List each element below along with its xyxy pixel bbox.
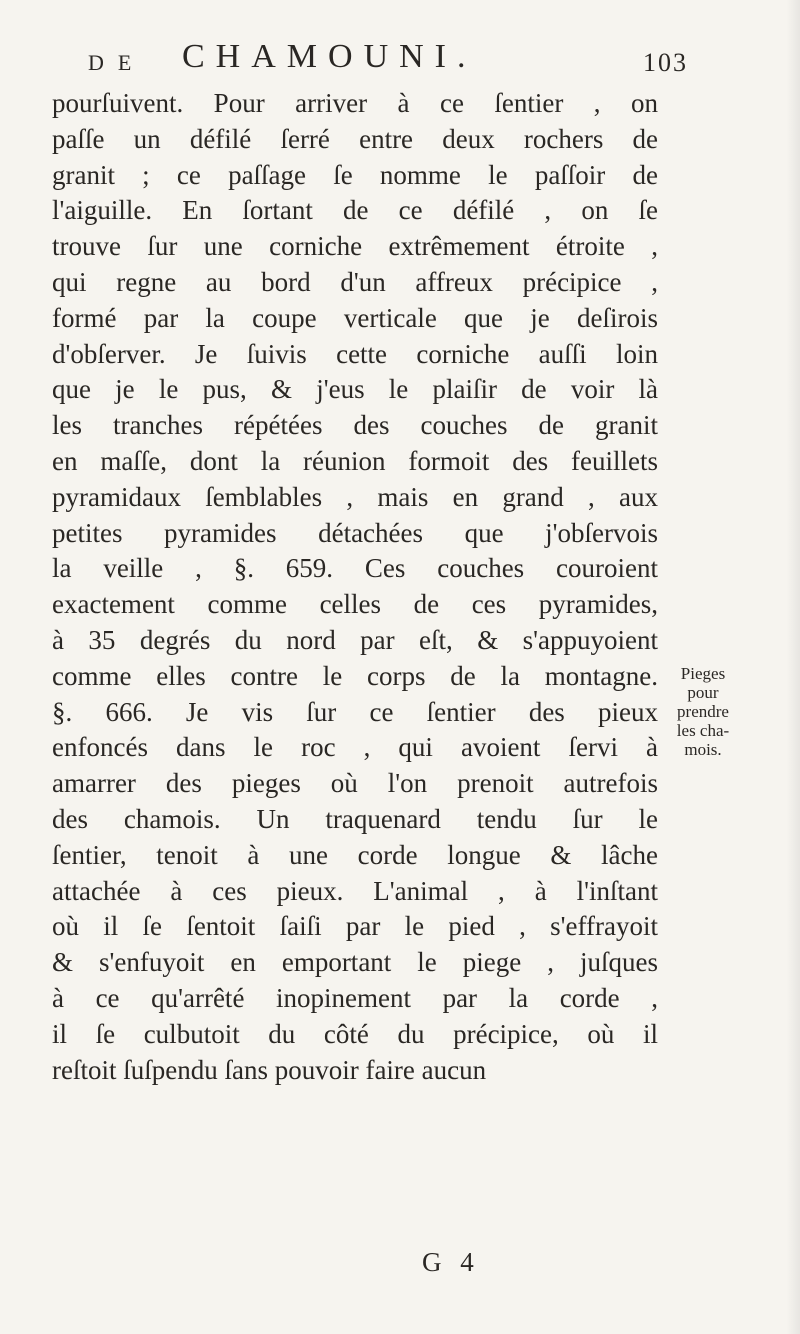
text-line: paſſe un défilé ſerré entre deux rochers de <box>52 123 658 154</box>
text-line: qui regne au bord d'un affreux précipice , <box>52 266 658 297</box>
body-text <box>52 86 658 1088</box>
text-line: les tranches répétées des couches de granit <box>52 410 658 441</box>
text-line: à 35 degrés du nord par eſt, & s'appuyoient <box>52 624 658 655</box>
text-line: l'aiguille. En ſortant de ce défilé , on ſe <box>52 195 658 226</box>
text-line: comme elles contre le corps de la montagne. <box>52 660 658 691</box>
text-line: la veille , §. 659. Ces couches couroient <box>52 553 658 584</box>
running-head-prefix: DE <box>88 50 146 75</box>
text-line: reſtoit ſuſpendu ſans pouvoir faire aucun <box>52 1054 487 1085</box>
text-line: petites pyramides détachées que j'obſervois <box>52 517 658 548</box>
running-head-title: CHAMOUNI. <box>182 38 477 75</box>
text-line: des chamois. Un traquenard tendu ſur le <box>52 803 658 834</box>
margin-note-line: mois. <box>684 740 722 759</box>
margin-note-line: les cha- <box>676 721 730 740</box>
text-line: en maſſe, dont la réunion formoit des feuillets <box>52 445 658 476</box>
page-number: 103 <box>643 48 688 77</box>
margin-note-line: pour <box>687 683 719 702</box>
signature-mark: G 4 <box>422 1247 480 1277</box>
margin-note-line: Pieges <box>680 664 726 683</box>
text-line: amarrer des pieges où l'on prenoit autrefois <box>52 768 658 799</box>
text-line: que je le pus, & j'eus le plaiſir de voir là <box>52 374 658 405</box>
margin-note-line: prendre <box>677 702 729 721</box>
text-line: où il ſe ſentoit ſaiſi par le pied , s'effrayoit <box>52 911 658 942</box>
text-line: exactement comme celles de ces pyramides, <box>52 589 658 620</box>
text-line: enfoncés dans le roc , qui avoient ſervi à <box>52 732 658 763</box>
text-line: & s'enfuyoit en emportant le piege , juſques <box>52 947 658 978</box>
page-edge-shadow <box>786 0 800 1334</box>
text-line: §. 666. Je vis ſur ce ſentier des pieux <box>52 696 658 727</box>
running-head <box>88 38 688 78</box>
text-line: pourſuivent. Pour arriver à ce ſentier , on <box>52 88 658 118</box>
text-line: granit ; ce paſſage ſe nomme le paſſoir de <box>52 159 658 190</box>
text-line: à ce qu'arrêté inopinement par la corde , <box>52 982 658 1013</box>
text-line: d'obſerver. Je ſuivis cette corniche auſſi loin <box>52 338 658 369</box>
text-line: formé par la coupe verticale que je deſirois <box>52 302 658 333</box>
text-line: attachée à ces pieux. L'animal , à l'inſtant <box>52 875 658 906</box>
text-line: pyramidaux ſemblables , mais en grand , aux <box>52 481 658 512</box>
margin-note <box>664 664 742 759</box>
text-line: ſentier, tenoit à une corde longue & lâche <box>52 839 658 870</box>
text-line: il ſe culbutoit du côté du précipice, où il <box>52 1018 658 1049</box>
text-line: trouve ſur une corniche extrêmement étroite , <box>52 231 658 262</box>
